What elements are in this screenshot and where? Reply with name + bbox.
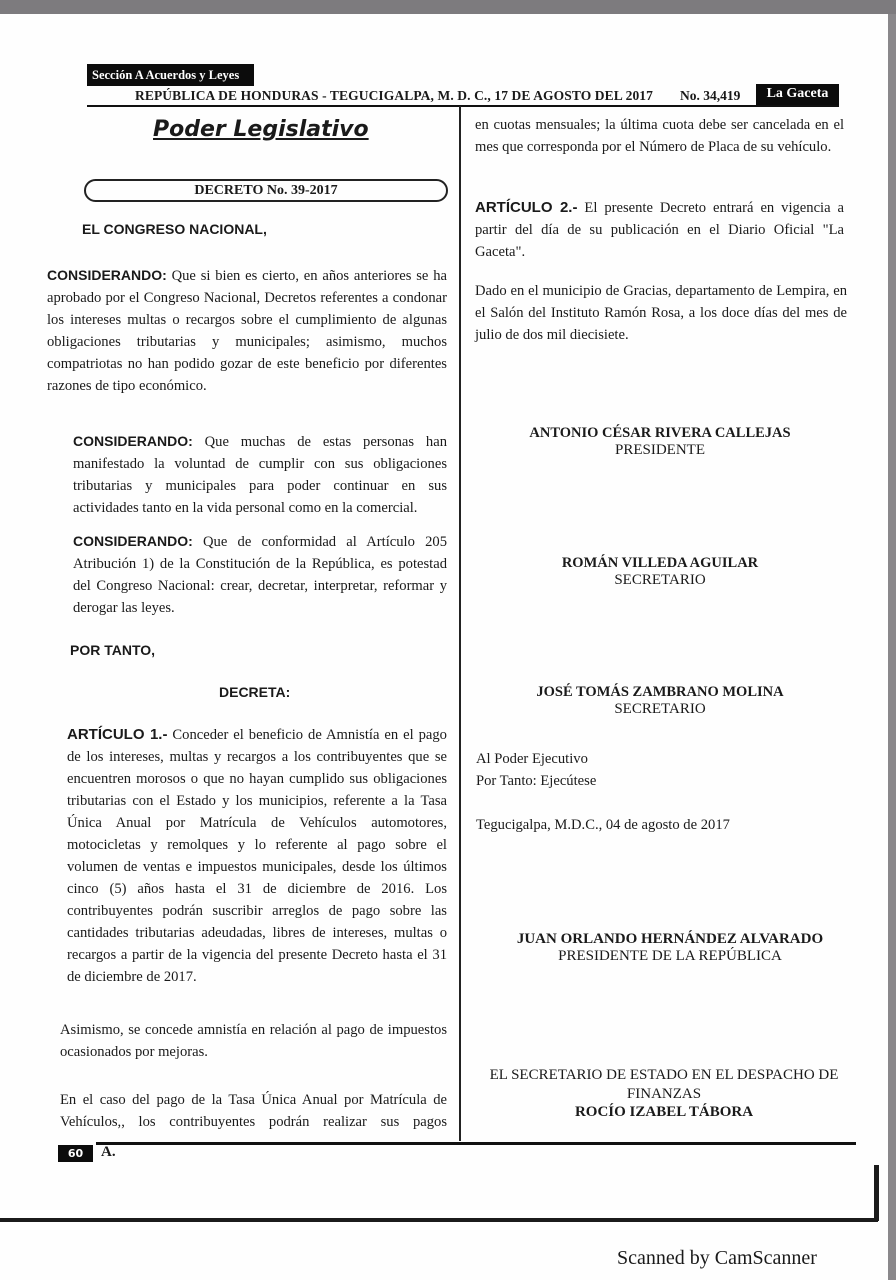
en-el-caso-paragraph: En el caso del pago de la Tasa Única Anual por Matrícula de Vehículos,, los contribuyentes podrán realizar sus pagos bbox=[60, 1092, 447, 1130]
considerando-3 bbox=[73, 530, 447, 619]
signatory-role: SECRETARIO bbox=[614, 572, 706, 588]
finance-signature-block bbox=[470, 1066, 858, 1121]
considerando-3-text: Que de conformidad al Artículo 205 Atribución 1) de la Constitución de la República, es potestad del Congreso Nacional: crear, decretar, interpretar, reformar y derogar las leyes. bbox=[73, 534, 447, 616]
por-tanto-ejecutese: Por Tanto: Ejecútese bbox=[476, 773, 597, 789]
decree-number-box: DECRETO No. 39-2017 bbox=[84, 179, 448, 202]
president-name: JUAN ORLANDO HERNÁNDEZ ALVARADO bbox=[516, 931, 824, 947]
viewer-top-bar bbox=[0, 0, 896, 14]
column-divider bbox=[459, 106, 461, 1141]
newspaper-name-tag: La Gaceta bbox=[756, 84, 839, 105]
articulo-1-label: ARTÍCULO 1.- bbox=[67, 726, 168, 743]
dado-en-paragraph: Dado en el municipio de Gracias, departamento de Lempira, en el Salón del Instituto Ramón Rosa, a los doce días del mes de julio de dos mil diecisiete. bbox=[475, 283, 847, 343]
scan-edge-right bbox=[874, 1165, 879, 1221]
signatory-role: PRESIDENTE bbox=[615, 442, 705, 458]
considerando-1-text: Que si bien es cierto, en años anteriores se ha aprobado por el Congreso Nacional, Decretos referentes a condonar los intereses multas o recargos sobre el cumplimiento de algunas obligaciones tributarias y municipales; asimismo, muchos compatriotas no han podido gozar de este beneficio por diferentes razones de tipo económico. bbox=[47, 268, 447, 394]
decreta-heading: DECRETA: bbox=[219, 684, 291, 700]
signatory-name: ROMÁN VILLEDA AGUILAR bbox=[561, 555, 759, 571]
section-letter: A. bbox=[101, 1144, 116, 1160]
finance-name: ROCÍO IZABEL TÁBORA bbox=[574, 1104, 754, 1120]
articulo-2-text: El presente Decreto entrará en vigencia a partir del día de su publicación en el Diario Oficial "La Gaceta". bbox=[475, 200, 845, 260]
continuation-paragraph: en cuotas mensuales; la última cuota debe ser cancelada en el mes que corresponda por el Número de Placa de su vehículo. bbox=[475, 117, 844, 155]
articulo-1-text: Conceder el beneficio de Amnistía en el pago de los intereses, multas y recargos a los contribuyentes que se encuentren morosos o que no hayan cumplido sus obligaciones tributarias con el Estado y los municipios, referente a la Tasa Única Anual por Matrícula de Vehículos automotores, motocicletas y remolques y lo referente al pago sobre el volumen de ventas e impuestos municipales, desde los últimos cinco (5) años hasta el 31 de diciembre de 2016. Los contribuyentes podrán suscribir arreglos de pago sobre las cantidades tributarias adeudadas, libres de intereses, multas o recargos a partir de la vigencia del presente Decreto hasta el 31 de diciembre de 2017. bbox=[67, 727, 447, 985]
page-number: 60 bbox=[58, 1145, 93, 1162]
bottom-rule bbox=[96, 1142, 856, 1145]
articulo-2-label: ARTÍCULO 2.- bbox=[475, 199, 578, 216]
signature-block-3 bbox=[480, 684, 840, 718]
president-role: PRESIDENTE DE LA REPÚBLICA bbox=[558, 948, 782, 964]
issue-number: No. 34,419 bbox=[680, 88, 741, 103]
place-date: Tegucigalpa, M.D.C., 04 de agosto de 2017 bbox=[476, 817, 730, 833]
publication-line: REPÚBLICA DE HONDURAS - TEGUCIGALPA, M. D. C., 17 DE AGOSTO DEL 2017 bbox=[135, 88, 653, 103]
finance-role-line-2: FINANZAS bbox=[626, 1086, 702, 1102]
signatory-name: ANTONIO CÉSAR RIVERA CALLEJAS bbox=[529, 425, 791, 441]
viewer-right-edge bbox=[888, 14, 896, 1280]
considerando-1-label: CONSIDERANDO: bbox=[47, 267, 167, 283]
asimismo-paragraph: Asimismo, se concede amnistía en relación al pago de impuestos ocasionados por mejoras. bbox=[60, 1022, 447, 1060]
congress-heading: EL CONGRESO NACIONAL, bbox=[82, 221, 267, 237]
page-title: Poder Legislativo bbox=[153, 117, 369, 142]
signatory-name: JOSÉ TOMÁS ZAMBRANO MOLINA bbox=[536, 684, 784, 700]
articulo-1 bbox=[67, 724, 447, 988]
articulo-2 bbox=[475, 197, 844, 263]
considerando-2-text: Que muchas de estas personas han manifestado la voluntad de cumplir con sus obligaciones tributarias y municipales para poder continuar en sus actividades tanto en la vida personal como en la comercial. bbox=[73, 434, 447, 516]
considerando-3-label: CONSIDERANDO: bbox=[73, 533, 193, 549]
al-poder-ejecutivo: Al Poder Ejecutivo bbox=[476, 751, 588, 767]
signature-block-2 bbox=[480, 555, 840, 589]
finance-role-line-1: EL SECRETARIO DE ESTADO EN EL DESPACHO DE bbox=[489, 1067, 839, 1083]
signatory-role: SECRETARIO bbox=[614, 701, 706, 717]
scan-edge-bottom bbox=[0, 1218, 878, 1222]
por-tanto-heading: POR TANTO, bbox=[70, 642, 156, 658]
considerando-1 bbox=[47, 264, 447, 397]
executive-block bbox=[476, 748, 596, 792]
signature-block-1 bbox=[480, 425, 840, 459]
scanner-watermark: Scanned by CamScanner bbox=[617, 1247, 817, 1269]
section-tag: Sección A Acuerdos y Leyes bbox=[87, 64, 254, 86]
considerando-2-label: CONSIDERANDO: bbox=[73, 433, 193, 449]
president-signature-block bbox=[490, 931, 850, 965]
considerando-2 bbox=[73, 430, 447, 519]
